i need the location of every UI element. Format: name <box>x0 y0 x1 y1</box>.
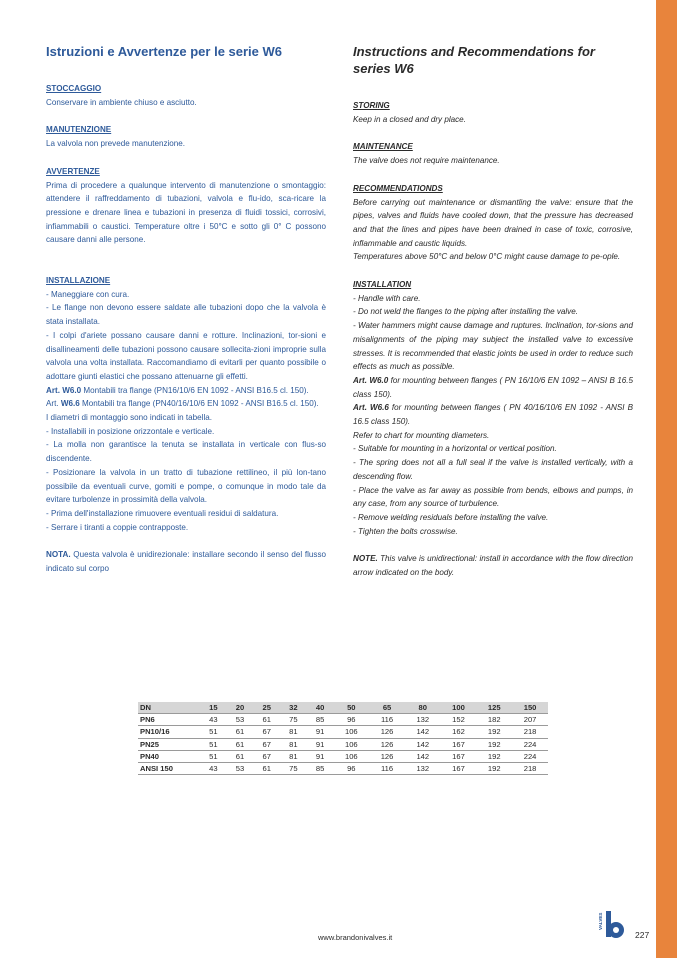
italian-title: Istruzioni e Avvertenze per le serie W6 <box>46 44 283 59</box>
table-cell: 61 <box>253 763 280 775</box>
table-cell: 218 <box>512 726 548 738</box>
table-row <box>138 726 548 738</box>
english-note-label: NOTE. <box>353 554 378 564</box>
table-cell: 61 <box>253 714 280 726</box>
table-cell: 162 <box>441 726 477 738</box>
table-cell: 142 <box>405 726 441 738</box>
brandoni-logo-icon <box>597 908 627 942</box>
table-cell: 40 <box>307 702 334 714</box>
table-row-label: PN40 <box>138 750 200 762</box>
italian-art-w66-prefix: Art. <box>46 399 61 409</box>
table-cell: 106 <box>333 750 369 762</box>
table-cell: 91 <box>307 750 334 762</box>
italian-installation-heading: INSTALLAZIONE <box>46 276 111 286</box>
table-cell: 51 <box>200 726 227 738</box>
table-cell: 75 <box>280 714 307 726</box>
italian-install-item: - Le flange non devono essere saldate alle tubazioni dopo che la valvola è stata installata. <box>46 303 326 327</box>
table-cell: 67 <box>253 738 280 750</box>
english-art-w66 <box>353 401 633 428</box>
english-storing-heading: STORING <box>353 101 390 110</box>
english-maintenance-heading: MAINTENANCE <box>353 142 413 152</box>
english-note-text: This valve is unidirectional: install in accordance with the flow direction arrow indicated on the body. <box>353 554 633 578</box>
italian-warnings-heading: AVVERTENZE <box>46 166 100 176</box>
table-cell: 182 <box>476 714 512 726</box>
italian-art-w60 <box>46 384 326 398</box>
table-cell: 224 <box>512 738 548 750</box>
english-recommendations-text: Before carrying out maintenance or dismantling the valve: ensure that the pipes, valves and fluids have cooled down, that the pressure has decreased and that the lines and pipes have been drained in case of toxic, corrosive, inflammable and caustic liquids. <box>353 197 633 248</box>
italian-install-item: - I colpi d'ariete possano causare danni e rotture. Inclinazioni, tor-sioni e disallineamenti delle tubazioni possono causare sollecita-zioni improprie sulla valvola una volta installata. Raccomandiamo di evitarli per quanto possibile o adottare giunti elastici che possano attenuarne gli effetti. <box>46 330 326 381</box>
italian-art-w60-text: Montabili tra flange (PN16/10/6 EN 1092 - ANSI B16.5 cl. 150). <box>81 385 309 395</box>
italian-install-item: - La molla non garantisce la tenuta se installata in verticale con flus-so discendente. <box>46 440 326 464</box>
english-install-item: - Tighten the bolts crosswise. <box>353 526 458 536</box>
english-storing-text: Keep in a closed and dry place. <box>353 114 466 124</box>
table-cell: 96 <box>333 714 369 726</box>
italian-install-item: - Serrare i tiranti a coppie contrapposte. <box>46 522 189 532</box>
table-cell: 25 <box>253 702 280 714</box>
english-installation-heading: INSTALLATION <box>353 280 412 290</box>
table-row <box>138 738 548 750</box>
english-note <box>353 552 633 579</box>
italian-install-item: I diametri di montaggio sono indicati in tabella. <box>46 413 213 423</box>
table-cell: 192 <box>476 738 512 750</box>
table-cell: 85 <box>307 714 334 726</box>
italian-maintenance-text: La valvola non prevede manutenzione. <box>46 139 186 149</box>
english-art-w60-label: Art. W6.0 <box>353 375 389 385</box>
english-art-w60 <box>353 374 633 401</box>
table-cell: 61 <box>227 750 254 762</box>
italian-art-w66-text: Montabili tra flange (PN40/16/10/6 EN 1092 - ANSI B16.5 cl. 150). <box>79 399 319 409</box>
english-install-item: Refer to chart for mounting diameters. <box>353 430 490 440</box>
table-row <box>138 750 548 762</box>
table-cell: 167 <box>441 763 477 775</box>
table-cell: 81 <box>280 738 307 750</box>
table-cell: 150 <box>512 702 548 714</box>
english-install-item: - The spring does not all a full seal if the valve is installed vertically, with a descending flow. <box>353 458 633 481</box>
italian-art-w60-label: Art. W6.0 <box>46 385 82 395</box>
english-art-w60-text: for mounting between flanges ( PN 16/10/6 EN 1092 – ANSI B 16.5 class 150). <box>353 375 633 399</box>
italian-art-w66 <box>46 397 326 411</box>
italian-storage-text: Conservare in ambiente chiuso e asciutto. <box>46 97 197 107</box>
italian-install-item: - Maneggiare con cura. <box>46 289 130 299</box>
table-cell: 192 <box>476 750 512 762</box>
table-row-label: PN25 <box>138 738 200 750</box>
table-cell: 152 <box>441 714 477 726</box>
table-cell: 100 <box>441 702 477 714</box>
italian-install-item: - Installabili in posizione orizzontale e verticale. <box>46 426 215 436</box>
english-install-item: - Suitable for mounting in a horizontal or vertical position. <box>353 444 557 454</box>
english-art-w66-text: for mounting between flanges ( PN 40/16/10/6 EN 1092 - ANSI B 16.5 class 150). <box>353 403 633 427</box>
table-cell: 20 <box>227 702 254 714</box>
table-cell: 126 <box>369 738 405 750</box>
italian-art-w66-label: W6.6 <box>60 399 80 409</box>
italian-storage-heading: STOCCAGGIO <box>46 84 102 93</box>
italian-note-label: NOTA. <box>46 550 71 560</box>
table-cell: 96 <box>333 763 369 775</box>
logo-text: VALVES <box>598 912 603 930</box>
italian-note <box>46 548 326 575</box>
table-cell: 91 <box>307 738 334 750</box>
table-cell: 116 <box>369 763 405 775</box>
italian-install-item: - Prima dell'installazione rimuovere eventuali residui di saldatura. <box>46 508 279 518</box>
table-cell: 192 <box>476 763 512 775</box>
table-cell: 50 <box>333 702 369 714</box>
italian-column <box>46 43 326 576</box>
diameter-table <box>138 702 548 775</box>
table-row-label: DN <box>138 702 200 714</box>
table-cell: 32 <box>280 702 307 714</box>
table-cell: 81 <box>280 750 307 762</box>
table-cell: 126 <box>369 726 405 738</box>
italian-warnings-text: Prima di procedere a qualunque intervento di manutenzione o smontaggio: attendere il raffreddamento di tubazioni, valvola e flu-ido, sca-ricare la pressione e drenare linea e tubazioni in presenza di fluidi tossici, corrosivi, infiammabili o caustici. Temperature oltre i 50°C e sotto gli 0° C possono causare danni alle persone. <box>46 180 326 245</box>
table-cell: 75 <box>280 763 307 775</box>
table-cell: 81 <box>280 726 307 738</box>
table-cell: 15 <box>200 702 227 714</box>
english-maintenance-text: The valve does not require maintenance. <box>353 156 500 166</box>
english-install-item: - Handle with care. <box>353 293 421 303</box>
italian-maintenance-heading: MANUTENZIONE <box>46 125 112 135</box>
english-art-w66-label: Art. W6.6 <box>353 403 389 413</box>
english-install-item: - Do not weld the flanges to the piping after installing the valve. <box>353 307 578 317</box>
table-cell: 43 <box>200 763 227 775</box>
table-cell: 43 <box>200 714 227 726</box>
table-cell: 51 <box>200 738 227 750</box>
english-column <box>353 43 633 580</box>
table-row <box>138 714 548 726</box>
footer-url: www.brandonivalves.it <box>318 933 393 942</box>
english-install-item: - Place the valve as far away as possible from bends, elbows and pumps, in any case, from any source of turbulence. <box>353 485 633 509</box>
table-cell: 65 <box>369 702 405 714</box>
table-cell: 91 <box>307 726 334 738</box>
english-title: Instructions and Recommendations for series W6 <box>353 44 595 76</box>
table-cell: 167 <box>441 738 477 750</box>
table-cell: 61 <box>227 738 254 750</box>
table-cell: 85 <box>307 763 334 775</box>
italian-install-item: - Posizionare la valvola in un tratto di tubazione rettilineo, il più lon-tano possibile da eventuali curve, gomiti e pompe, o comunque in modo tale da evitare turbolenze in prossimità della valvola. <box>46 467 326 505</box>
table-cell: 132 <box>405 714 441 726</box>
table-row-label: PN6 <box>138 714 200 726</box>
table-cell: 125 <box>476 702 512 714</box>
english-install-item: - Remove welding residuals before installing the valve. <box>353 512 549 522</box>
table-cell: 132 <box>405 763 441 775</box>
table-cell: 67 <box>253 750 280 762</box>
table-row <box>138 763 548 775</box>
table-row <box>138 702 548 714</box>
table-cell: 67 <box>253 726 280 738</box>
english-temperature-text: Temperatures above 50°C and below 0°C might cause damage to pe-ople. <box>353 252 621 262</box>
table-cell: 51 <box>200 750 227 762</box>
orange-side-bar <box>656 0 677 958</box>
table-cell: 61 <box>227 726 254 738</box>
english-install-item: - Water hammers might cause damage and ruptures. Inclination, tor-sions and misalignments of the piping may subject the installed valve to excessive stresses. It is recommended that elastic joints be used in order to reduce such effects as much as possible. <box>353 321 633 372</box>
table-cell: 53 <box>227 714 254 726</box>
table-cell: 106 <box>333 738 369 750</box>
table-cell: 207 <box>512 714 548 726</box>
table-cell: 192 <box>476 726 512 738</box>
italian-note-text: Questa valvola è unidirezionale: installare secondo il senso del flusso indicato sul corpo <box>46 550 326 574</box>
table-cell: 218 <box>512 763 548 775</box>
page-number: 227 <box>635 930 650 940</box>
table-cell: 142 <box>405 750 441 762</box>
table-cell: 106 <box>333 726 369 738</box>
table-cell: 142 <box>405 738 441 750</box>
table-cell: 80 <box>405 702 441 714</box>
table-cell: 167 <box>441 750 477 762</box>
english-recommendations-heading: RECOMMENDATIONDS <box>353 183 443 193</box>
table-row-label: PN10/16 <box>138 726 200 738</box>
table-cell: 224 <box>512 750 548 762</box>
table-cell: 53 <box>227 763 254 775</box>
table-cell: 126 <box>369 750 405 762</box>
table-row-label: ANSI 150 <box>138 763 200 775</box>
table-cell: 116 <box>369 714 405 726</box>
